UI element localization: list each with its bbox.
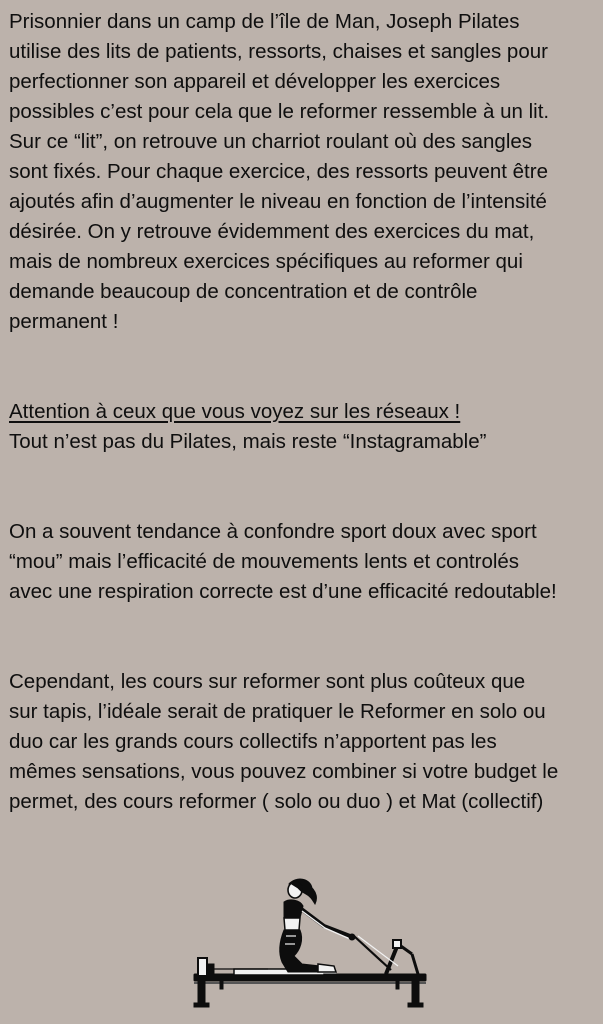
pilates-woman-figure (280, 879, 355, 972)
paragraph-pricing: Cependant, les cours sur reformer sont plus coûteux que sur tapis, l’idéale serait de pratiquer le Reformer en solo ou duo car les grands cours collectifs n’apportent pas les mêmes sensations, vous pouvez combiner si votre budget le permet, des cours reformer ( solo ou duo ) et Mat (collectif) (9, 670, 559, 813)
article-body (9, 7, 597, 817)
paragraph-warning (9, 397, 597, 457)
paragraph-efficiency: On a souvent tendance à confondre sport doux avec sport “mou” mais l’efficacité de mouvements lents et controlés avec une respiration correcte est d’une efficacité redoutable! (9, 520, 557, 603)
warning-heading: Attention à ceux que vous voyez sur les réseaux ! (9, 400, 461, 423)
warning-text: Tout n’est pas du Pilates, mais reste “Instagramable” (9, 430, 487, 453)
paragraph-history: Prisonnier dans un camp de l’île de Man, Joseph Pilates utilise des lits de patients, ressorts, chaises et sangles pour perfectionner son appareil et développer les exercices possibles c’est pour cela que le reformer ressemble à un lit. Sur ce “lit”, on retrouve un charriot roulant où des sangles sont fixés. Pour chaque exercice, des ressorts peuvent être ajoutés afin d’augmenter le niveau en fonction de l’intensité désirée. On y retrouve évidemment des exercices du mat, mais de nombreux exercices spécifiques au reformer qui demande beaucoup de concentration et de contrôle permanent ! (9, 10, 550, 333)
pilates-reformer-illustration (186, 874, 436, 1014)
